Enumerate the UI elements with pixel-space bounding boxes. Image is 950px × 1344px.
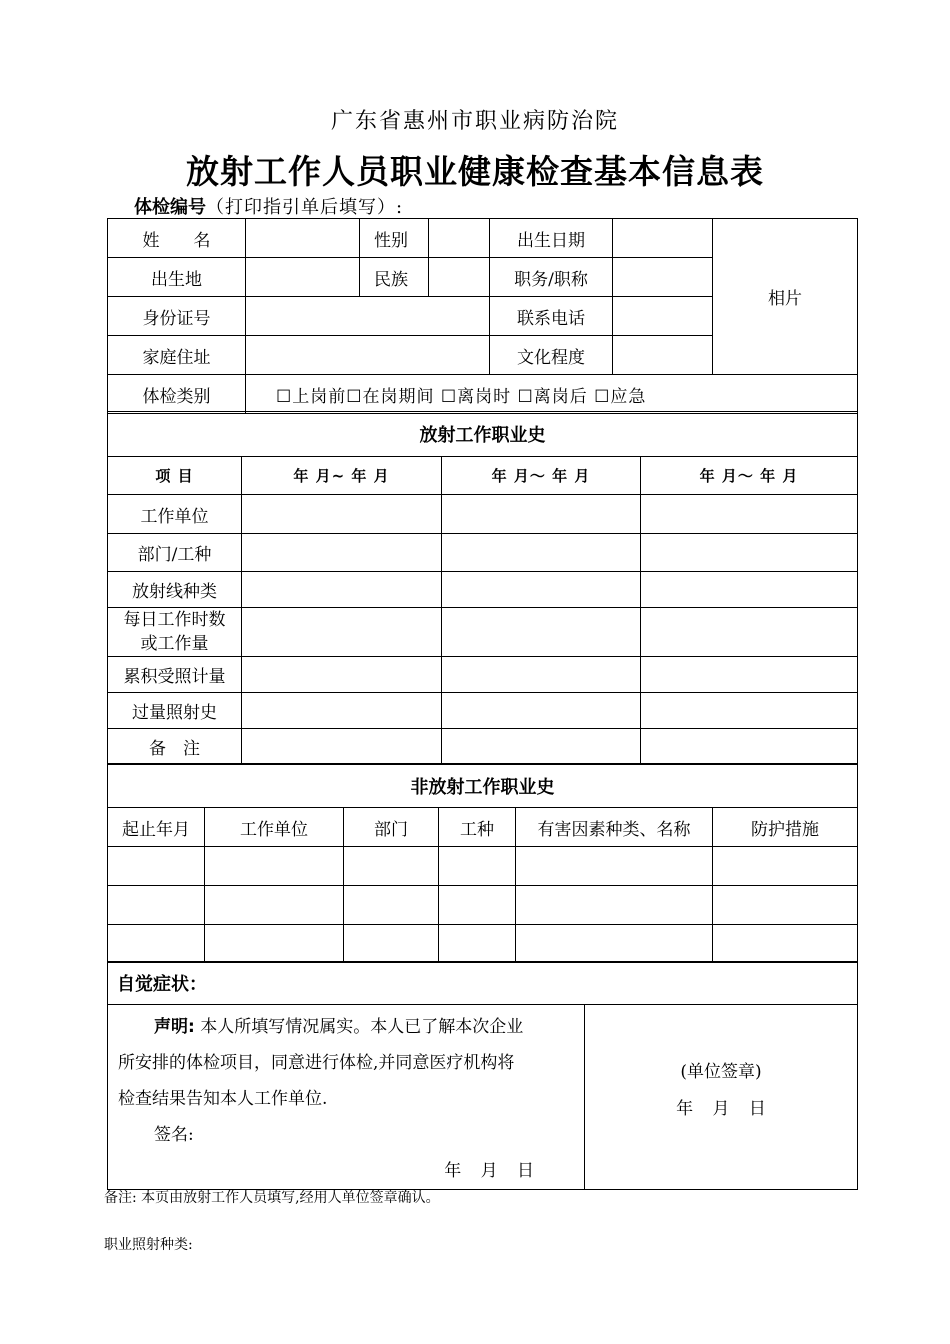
- table-cell[interactable]: [205, 886, 344, 925]
- row-label-overexposure: 过量照射史: [108, 693, 242, 729]
- table-cell[interactable]: [439, 847, 516, 886]
- photo-area: 相片: [713, 219, 858, 375]
- table-row: [108, 847, 858, 886]
- table-cell[interactable]: [242, 657, 442, 693]
- declaration-table: [107, 961, 858, 1190]
- birth-date-field[interactable]: [613, 219, 713, 258]
- table-cell[interactable]: [242, 572, 442, 608]
- period-1-header: 年 月~ 年 月: [242, 457, 442, 495]
- birthplace-field[interactable]: [246, 258, 360, 297]
- table-cell[interactable]: [344, 886, 439, 925]
- phone-field[interactable]: [613, 297, 713, 336]
- period-3-header: 年 月～ 年 月: [641, 457, 858, 495]
- table-cell[interactable]: [108, 925, 205, 963]
- name-field[interactable]: [246, 219, 360, 258]
- radiation-history-title: 放射工作职业史: [108, 412, 858, 457]
- declaration-date: 年 月 日: [444, 1161, 534, 1181]
- form-title: 放射工作人员职业健康检查基本信息表: [186, 152, 764, 191]
- organization-name: 广东省惠州市职业病防治院: [330, 109, 619, 134]
- table-cell[interactable]: [641, 729, 858, 764]
- basic-info-table: [107, 218, 858, 414]
- table-cell[interactable]: [641, 657, 858, 693]
- table-cell[interactable]: [442, 657, 641, 693]
- col-header-job: 工种: [439, 808, 516, 847]
- row-label-work-hours: [108, 608, 242, 657]
- exam-type-checkboxes[interactable]: ☐上岗前☐在岗期间 ☐离岗时 ☐离岗后 ☐应急: [246, 375, 858, 414]
- unit-stamp-date: 年 月 日: [676, 1099, 766, 1119]
- exam-type-label: 体检类别: [108, 375, 246, 414]
- table-row: [108, 886, 858, 925]
- row-label-work-hours-line2: 或工作量: [140, 634, 209, 654]
- education-field[interactable]: [613, 336, 713, 375]
- table-cell[interactable]: [442, 693, 641, 729]
- table-cell[interactable]: [242, 729, 442, 764]
- address-field[interactable]: [246, 336, 490, 375]
- id-number-label: 身份证号: [108, 297, 246, 336]
- table-cell[interactable]: [108, 886, 205, 925]
- table-cell[interactable]: [516, 886, 713, 925]
- unit-stamp-label: (单位签章): [680, 1062, 762, 1082]
- table-cell[interactable]: [344, 847, 439, 886]
- name-label: 姓 名: [108, 219, 246, 258]
- table-cell[interactable]: [641, 693, 858, 729]
- col-header-hazard: 有害因素种类、名称: [516, 808, 713, 847]
- education-label: 文化程度: [490, 336, 613, 375]
- row-label-cumulative-dose: 累积受照计量: [108, 657, 242, 693]
- phone-label: 联系电话: [490, 297, 613, 336]
- sex-field[interactable]: [429, 219, 490, 258]
- position-field[interactable]: [613, 258, 713, 297]
- table-cell[interactable]: [516, 847, 713, 886]
- table-cell[interactable]: [713, 847, 858, 886]
- position-label: 职务/职称: [490, 258, 613, 297]
- table-cell[interactable]: [641, 495, 858, 534]
- declaration-line-1: [118, 1009, 574, 1045]
- table-cell[interactable]: [242, 534, 442, 572]
- item-column-header: 项 目: [108, 457, 242, 495]
- non-radiation-history-title: 非放射工作职业史: [108, 765, 858, 808]
- row-label-work-unit: 工作单位: [108, 495, 242, 534]
- table-cell[interactable]: [442, 572, 641, 608]
- table-cell[interactable]: [439, 886, 516, 925]
- declaration-line-2: 所安排的体检项目，同意进行体检,并同意医疗机构将: [118, 1053, 515, 1073]
- table-cell[interactable]: [641, 534, 858, 572]
- symptoms-label: 自觉症状：: [108, 962, 858, 1005]
- declaration-block: [108, 1005, 585, 1190]
- table-cell[interactable]: [713, 886, 858, 925]
- table-cell[interactable]: [713, 925, 858, 963]
- unit-stamp-area[interactable]: [585, 1005, 858, 1190]
- table-cell[interactable]: [442, 495, 641, 534]
- ethnicity-field[interactable]: [429, 258, 490, 297]
- table-cell[interactable]: [242, 693, 442, 729]
- row-label-work-hours-line1: 每日工作时数: [123, 610, 226, 630]
- table-row: [108, 925, 858, 963]
- id-number-field[interactable]: [246, 297, 490, 336]
- exam-number-label: [134, 193, 403, 219]
- birthplace-label: 出生地: [108, 258, 246, 297]
- row-label-department: 部门/工种: [108, 534, 242, 572]
- col-header-period: 起止年月: [108, 808, 205, 847]
- exam-number-title: 体检编号: [134, 197, 206, 218]
- table-cell[interactable]: [205, 925, 344, 963]
- table-cell[interactable]: [205, 847, 344, 886]
- col-header-work-unit: 工作单位: [205, 808, 344, 847]
- table-cell[interactable]: [641, 608, 858, 657]
- table-cell[interactable]: [516, 925, 713, 963]
- sex-label: 性别: [360, 219, 429, 258]
- table-cell[interactable]: [108, 847, 205, 886]
- address-label: 家庭住址: [108, 336, 246, 375]
- row-label-remarks: 备 注: [108, 729, 242, 764]
- exposure-type-label: 职业照射种类:: [104, 1237, 193, 1253]
- table-cell[interactable]: [439, 925, 516, 963]
- table-cell[interactable]: [442, 534, 641, 572]
- table-cell[interactable]: [344, 925, 439, 963]
- col-header-department: 部门: [344, 808, 439, 847]
- table-cell[interactable]: [442, 608, 641, 657]
- declaration-text-1: 本人所填写情况属实。本人已了解本次企业: [194, 1017, 524, 1037]
- table-cell[interactable]: [242, 495, 442, 534]
- non-radiation-history-table: [107, 764, 858, 963]
- row-label-radiation-type: 放射线种类: [108, 572, 242, 608]
- birth-date-label: 出生日期: [490, 219, 613, 258]
- ethnicity-label: 民族: [360, 258, 429, 297]
- exam-number-hint: （打印指引单后填写）:: [206, 197, 404, 218]
- declaration-line-3: 检查结果告知本人工作单位.: [118, 1089, 328, 1109]
- footnote: 备注: 本页由放射工作人员填写,经用人单位签章确认。: [104, 1190, 440, 1206]
- declaration-label: 声明:: [154, 1017, 195, 1037]
- table-cell[interactable]: [641, 572, 858, 608]
- period-2-header: 年 月～ 年 月: [442, 457, 641, 495]
- radiation-history-table: [107, 411, 858, 764]
- col-header-protection: 防护措施: [713, 808, 858, 847]
- signature-field[interactable]: 签名:: [154, 1125, 194, 1145]
- table-cell[interactable]: [442, 729, 641, 764]
- table-cell[interactable]: [242, 608, 442, 657]
